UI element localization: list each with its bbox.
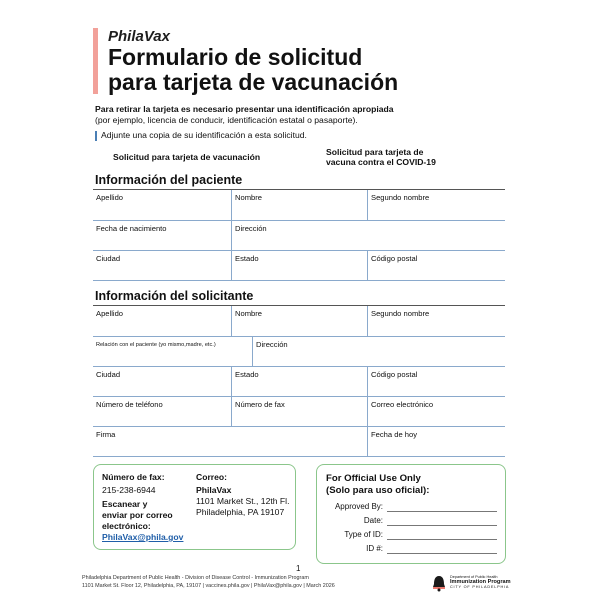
intro-text: [95, 104, 515, 126]
approved-by-label: Approved By:: [334, 502, 383, 511]
mail-street: 1101 Market St., 12th Fl.: [196, 496, 290, 506]
patient-name-field[interactable]: Nombre: [232, 190, 368, 221]
applicant-date-field[interactable]: Fecha de hoy: [368, 427, 505, 457]
mail-org: PhilaVax: [196, 485, 232, 495]
option-covid-card[interactable]: [326, 147, 476, 167]
brand-name: PhilaVax: [108, 28, 170, 45]
intro-bold: Para retirar la tarjeta es necesario presentar una identificación apropiada: [95, 104, 394, 114]
email-label-1: Escanear y: [102, 499, 148, 509]
footer-text: [82, 574, 422, 590]
note-marker-icon: [95, 131, 97, 141]
applicant-heading: Información del solicitante: [95, 289, 254, 303]
page-title: [108, 45, 528, 95]
patient-state-field[interactable]: Estado: [232, 251, 368, 281]
email-label: [102, 499, 173, 532]
immunization-logo: [431, 574, 521, 594]
attach-note: [95, 130, 307, 141]
date-label: Date:: [363, 516, 383, 525]
applicant-address-field[interactable]: Dirección: [253, 337, 505, 367]
option-covid-line2: vacuna contra el COVID-19: [326, 157, 436, 167]
footer-line-1: Philadelphia Department of Public Health - Division of Disease Control - Immunization Program: [82, 575, 309, 581]
email-label-2: enviar por correo: [102, 510, 173, 520]
patient-address-field[interactable]: Dirección: [232, 221, 505, 251]
logo-line-1: Department of Public Health: [450, 575, 498, 579]
patient-dob-field[interactable]: Fecha de nacimiento: [93, 221, 232, 251]
accent-bar: [93, 28, 98, 94]
option-vaccination-card[interactable]: Solicitud para tarjeta de vacunación: [113, 152, 261, 162]
option-covid-line1: Solicitud para tarjeta de: [326, 147, 424, 157]
note-text: Adjunte una copia de su identificación a esta solicitud.: [101, 130, 307, 140]
applicant-zip-field[interactable]: Código postal: [368, 367, 505, 397]
fax-number: 215-238-6944: [102, 485, 156, 495]
applicant-state-field[interactable]: Estado: [232, 367, 368, 397]
mail-label: Correo:: [196, 472, 228, 482]
mail-city: Philadelphia, PA 19107: [196, 507, 285, 517]
applicant-relation-field[interactable]: Relación con el paciente (yo mismo,madre, etc.): [93, 337, 253, 367]
applicant-last-name-field[interactable]: Apellido: [93, 306, 232, 337]
logo-line-3: CITY OF PHILADELPHIA: [450, 585, 510, 589]
applicant-middle-name-field[interactable]: Segundo nombre: [368, 306, 505, 337]
patient-zip-field[interactable]: Código postal: [368, 251, 505, 281]
patient-heading: Información del paciente: [95, 173, 243, 187]
patient-last-name-field[interactable]: Apellido: [93, 190, 232, 221]
contact-box: [93, 464, 296, 550]
title-line-2: para tarjeta de vacunación: [108, 69, 399, 95]
approved-by-line[interactable]: [387, 511, 497, 512]
applicant-email-field[interactable]: Correo electrónico: [368, 397, 505, 427]
email-label-3: electrónico:: [102, 521, 151, 531]
footer-line-2: 1101 Market St. Floor 12, Philadelphia, PA, 19107 | vaccines.phila.gov | PhilaVax@phila.gov | March 2026: [82, 583, 335, 589]
title-line-1: Formulario de solicitud: [108, 44, 363, 70]
type-of-id-line[interactable]: [387, 539, 497, 540]
email-link[interactable]: PhilaVax@phila.gov: [102, 532, 184, 542]
intro-normal: (por ejemplo, licencia de conducir, identificación estatal o pasaporte).: [95, 115, 358, 125]
applicant-phone-field[interactable]: Número de teléfono: [93, 397, 232, 427]
id-number-label: ID #:: [366, 544, 383, 553]
logo-line-2: Immunization Program: [450, 579, 511, 585]
patient-middle-name-field[interactable]: Segundo nombre: [368, 190, 505, 221]
applicant-name-field[interactable]: Nombre: [232, 306, 368, 337]
fax-label: Número de fax:: [102, 472, 165, 482]
page-number: 1: [296, 564, 301, 573]
official-heading-2: (Solo para uso oficial):: [326, 485, 430, 496]
applicant-signature-field[interactable]: Firma: [93, 427, 368, 457]
date-line[interactable]: [387, 525, 497, 526]
official-use-box: [316, 464, 506, 564]
logo-text: [450, 575, 511, 589]
official-heading-1: For Official Use Only: [326, 473, 421, 484]
type-of-id-label: Type of ID:: [344, 530, 383, 539]
applicant-fax-field[interactable]: Número de fax: [232, 397, 368, 427]
id-number-line[interactable]: [387, 553, 497, 554]
patient-city-field[interactable]: Ciudad: [93, 251, 232, 281]
liberty-bell-icon: [431, 575, 447, 592]
official-heading: [326, 473, 429, 497]
applicant-city-field[interactable]: Ciudad: [93, 367, 232, 397]
